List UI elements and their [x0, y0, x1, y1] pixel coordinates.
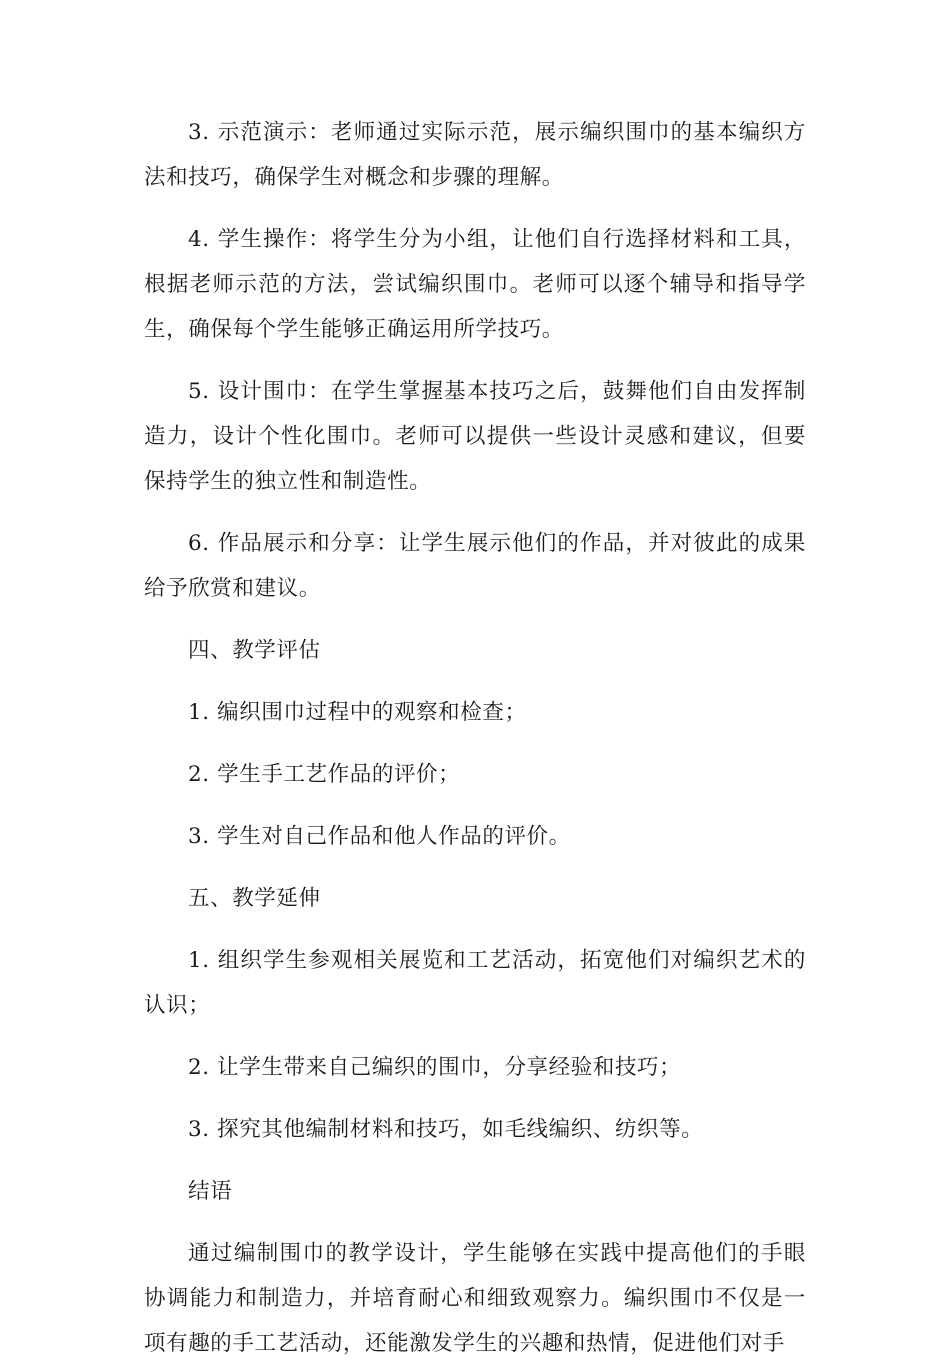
paragraph-step-4-student-practice: 4. 学生操作：将学生分为小组，让他们自行选择材料和工具，根据老师示范的方法，尝试编织围巾。老师可以逐个辅导和指导学生，确保每个学生能够正确运用所学技巧。	[144, 227, 806, 342]
section-heading-conclusion: 结语	[188, 1179, 233, 1204]
paragraph-extension-2: 2. 让学生带来自己编织的围巾，分享经验和技巧；	[188, 1055, 682, 1080]
paragraph-step-5-design-scarf: 5. 设计围巾：在学生掌握基本技巧之后，鼓舞他们自由发挥制造力，设计个性化围巾。老师可以提供一些设计灵感和建议，但要保持学生的独立性和制造性。	[144, 379, 806, 494]
paragraph-extension-1: 1. 组织学生参观相关展览和工艺活动，拓宽他们对编织艺术的认识；	[144, 948, 806, 1018]
paragraph-conclusion: 通过编制围巾的教学设计，学生能够在实践中提高他们的手眼协调能力和制造力，并培育耐心和细致观察力。编织围巾不仅是一项有趣的手工艺活动，还能激发学生的兴趣和热情，促进他们对手	[144, 1241, 806, 1356]
paragraph-extension-3: 3. 探究其他编制材料和技巧，如毛线编织、纺织等。	[188, 1117, 704, 1142]
paragraph-step-3-demonstration: 3. 示范演示：老师通过实际示范，展示编织围巾的基本编织方法和技巧，确保学生对概念和步骤的理解。	[144, 120, 806, 190]
paragraph-step-6-showcase: 6. 作品展示和分享：让学生展示他们的作品，并对彼此的成果给予欣赏和建议。	[144, 531, 806, 601]
document-body	[144, 110, 806, 1366]
paragraph-evaluation-2: 2. 学生手工艺作品的评价；	[188, 762, 461, 787]
paragraph-evaluation-3: 3. 学生对自己作品和他人作品的评价。	[188, 824, 571, 849]
section-heading-extension: 五、教学延伸	[188, 886, 321, 911]
section-heading-evaluation: 四、教学评估	[188, 638, 321, 663]
paragraph-evaluation-1: 1. 编织围巾过程中的观察和检查；	[188, 700, 527, 725]
